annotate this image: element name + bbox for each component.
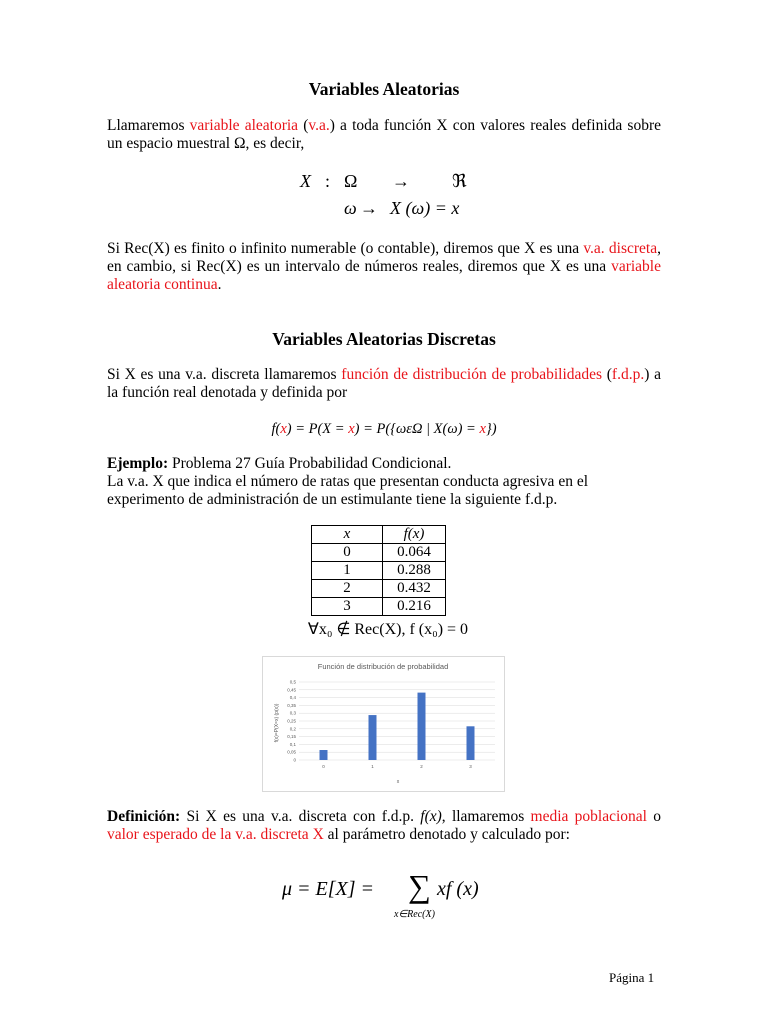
- chart-ylabel: f(x)=P(X=x) (p(x)): [274, 703, 280, 743]
- chart-grid: [299, 682, 495, 760]
- fdp-formula: f(x) = P(X = x) = P({ωεΩ | X(ω) = x}): [271, 421, 497, 437]
- intro-paragraph: Llamaremos variable aleatoria (v.a.) a toda función X con valores reales definida sobre un espacio muestral Ω, es decir,: [107, 117, 661, 152]
- chart-y-tick-label: 0,25: [287, 718, 296, 724]
- definition-label: Definición:: [107, 808, 181, 825]
- section-title-discretas: Variables Aleatorias Discretas: [272, 329, 496, 349]
- chart-bar-3: [467, 726, 475, 760]
- discrete-definition-paragraph: Si Rec(X) es finito o infinito numerable (o contable), diremos que X es una v.a. discreta, en cambio, si Rec(X) es un intervalo de números reales, diremos que X es una variable aleatoria continua.: [107, 240, 661, 293]
- forall-statement: ∀x₀ ∉ Rec(X), f (x₀) = 0: [307, 621, 469, 638]
- chart-y-tick-label: 0,15: [287, 734, 296, 740]
- mapping-line-2: ω → X (ω) = x: [344, 198, 460, 218]
- mean-formula: μ = E[X] =: [282, 878, 375, 900]
- chart-x-ticks: [322, 764, 472, 769]
- chart-y-tick-label: 0,3: [289, 710, 296, 716]
- chart-y-tick-label: 0,35: [287, 702, 296, 708]
- table-row: 3 0.216: [312, 598, 446, 616]
- chart-x-tick-label: 1: [371, 764, 374, 769]
- example-label: Ejemplo:: [107, 455, 169, 472]
- chart-bars: [320, 693, 475, 760]
- chart-y-tick-label: 0: [293, 757, 296, 763]
- fdp-table: [311, 525, 446, 616]
- page-number: Página 1: [609, 970, 655, 985]
- probability-bar-chart: [262, 656, 505, 792]
- mean-formula-term: xf (x): [437, 878, 479, 900]
- summation-subscript: x∈Rec(X): [394, 909, 435, 920]
- chart-y-tick-label: 0,1: [289, 741, 296, 747]
- summation-symbol: ∑: [408, 868, 431, 904]
- chart-y-tick-label: 0,4: [289, 695, 296, 701]
- chart-bar-0: [320, 750, 328, 760]
- chart-y-tick-label: 0,5: [289, 679, 296, 685]
- table-header-row: [312, 526, 446, 544]
- mapping-line-1: X : Ω → ℜ: [300, 171, 467, 191]
- table-row: 0 0.064: [312, 544, 446, 562]
- chart-bar-1: [369, 715, 377, 760]
- table-row: 1 0.288: [312, 562, 446, 580]
- fdp-definition-paragraph: Si X es una v.a. discreta llamaremos función de distribución de probabilidades (f.d.p.) a la función real denotada y definida por: [107, 366, 661, 401]
- chart-title: Función de distribución de probabilidad: [317, 662, 449, 671]
- chart-x-tick-label: 0: [322, 764, 325, 769]
- chart-y-tick-label: 0,45: [287, 687, 296, 693]
- chart-bar-2: [418, 693, 426, 760]
- chart-x-tick-label: 2: [420, 764, 423, 769]
- chart-y-ticks: [287, 680, 296, 763]
- section-title-variables-aleatorias: Variables Aleatorias: [308, 79, 460, 99]
- mean-definition-paragraph: Definición: Si X es una v.a. discreta con f.d.p. f(x), llamaremos media poblacional o valor esperado de la v.a. discreta X al parámetro denotado y calculado por:: [107, 808, 662, 843]
- table-row: 2 0.432: [312, 580, 446, 598]
- chart-x-tick-label: 3: [469, 764, 472, 769]
- chart-y-tick-label: 0,05: [287, 749, 296, 755]
- example-paragraph: Ejemplo: Problema 27 Guía Probabilidad Condicional. La v.a. X que indica el número de ratas que presentan conducta agresiva en el experimento de administración de un estimulante tiene la siguiente f.d.p.: [107, 455, 589, 508]
- table-header-x: x: [312, 526, 383, 544]
- table-header-fx: f(x): [383, 526, 446, 544]
- chart-xlabel: x: [396, 779, 400, 785]
- chart-y-tick-label: 0,2: [289, 726, 296, 732]
- chart-svg: [263, 657, 504, 791]
